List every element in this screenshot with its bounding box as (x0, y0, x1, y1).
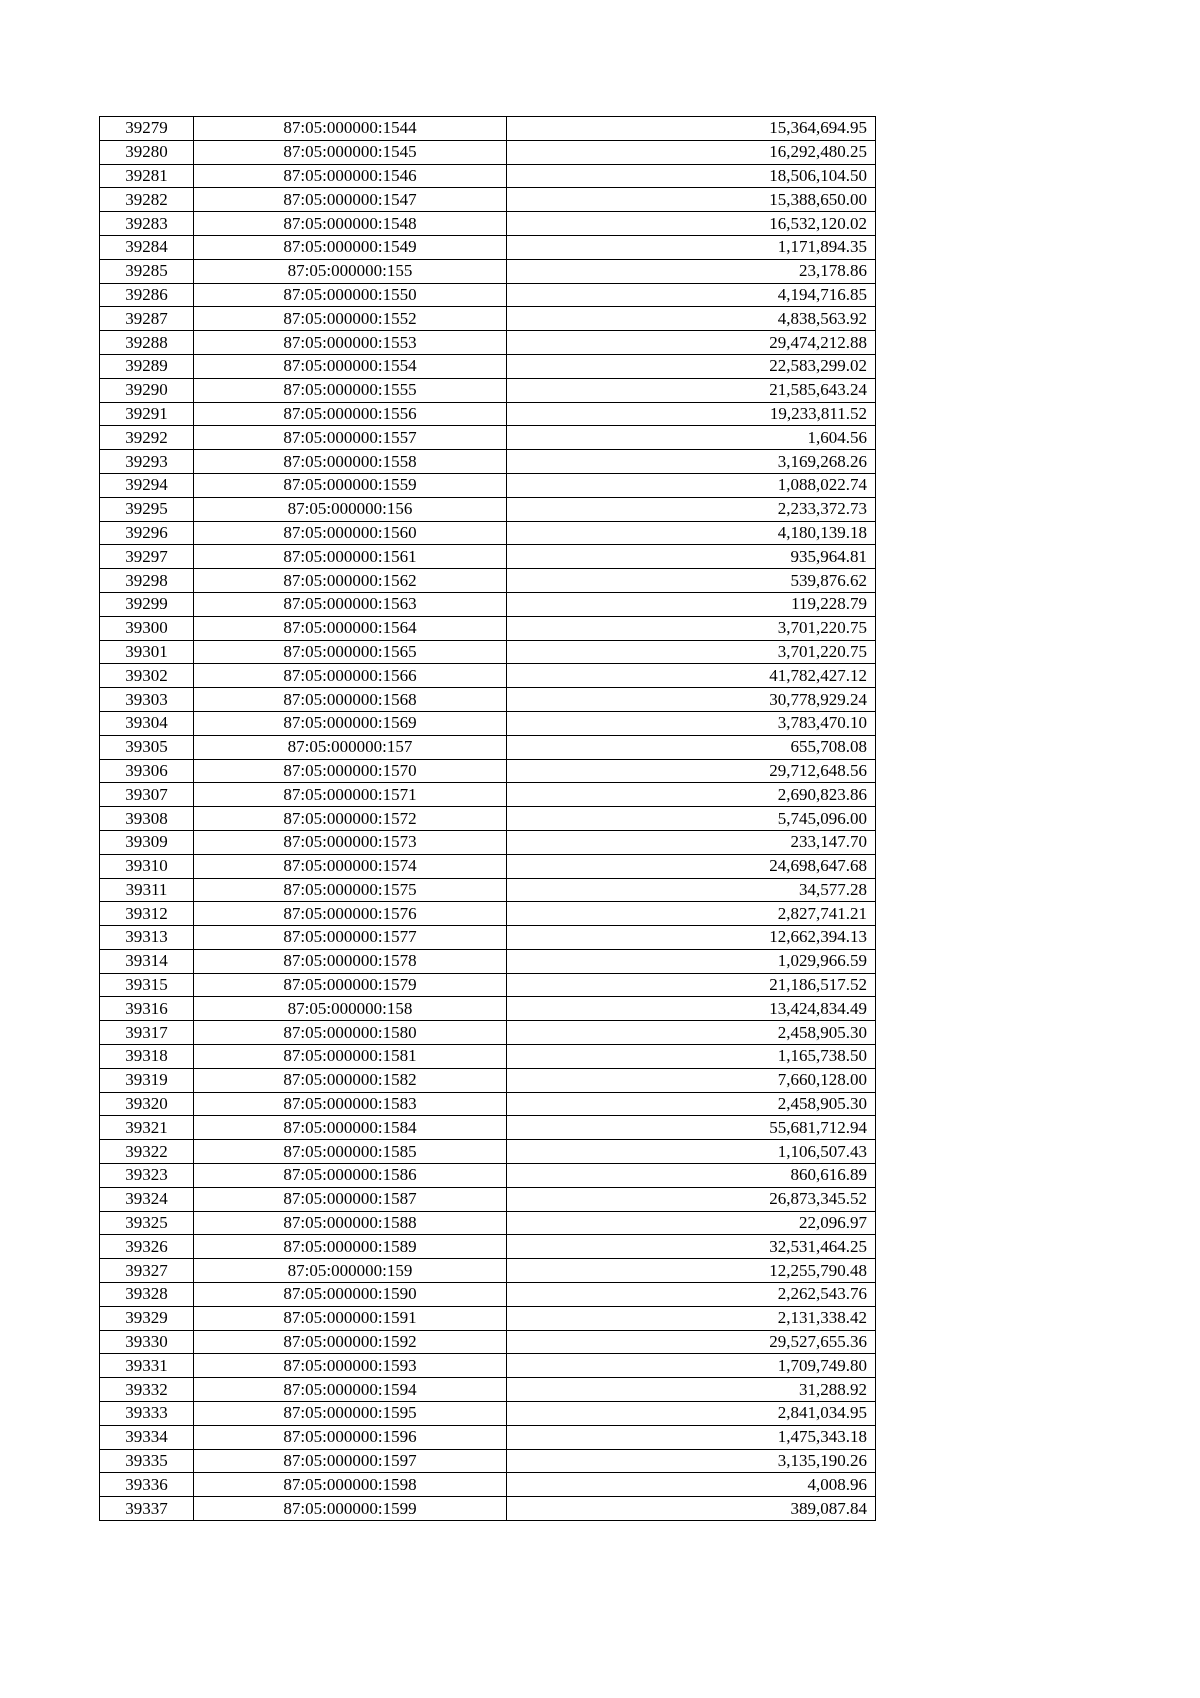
value-cell: 3,135,190.26 (507, 1449, 876, 1473)
table-row (100, 1068, 876, 1092)
row-number-cell: 39298 (100, 569, 194, 593)
table-row (100, 949, 876, 973)
value-cell: 21,585,643.24 (507, 378, 876, 402)
cadastral-number-cell: 87:05:000000:1591 (194, 1306, 507, 1330)
table-row (100, 1045, 876, 1069)
value-cell: 16,532,120.02 (507, 212, 876, 236)
table-row (100, 545, 876, 569)
row-number-cell: 39289 (100, 354, 194, 378)
table-row (100, 807, 876, 831)
table-row (100, 1306, 876, 1330)
row-number-cell: 39281 (100, 164, 194, 188)
value-cell: 2,233,372.73 (507, 497, 876, 521)
row-number-cell: 39318 (100, 1045, 194, 1069)
table-row (100, 1235, 876, 1259)
value-cell: 30,778,929.24 (507, 688, 876, 712)
table-row (100, 616, 876, 640)
table-row (100, 1473, 876, 1497)
cadastral-number-cell: 87:05:000000:1557 (194, 426, 507, 450)
row-number-cell: 39296 (100, 521, 194, 545)
cadastral-number-cell: 87:05:000000:1561 (194, 545, 507, 569)
table-row (100, 664, 876, 688)
cadastral-number-cell: 87:05:000000:1581 (194, 1045, 507, 1069)
value-cell: 23,178.86 (507, 259, 876, 283)
table-row (100, 640, 876, 664)
cadastral-number-cell: 87:05:000000:1580 (194, 1021, 507, 1045)
cadastral-number-cell: 87:05:000000:1545 (194, 140, 507, 164)
row-number-cell: 39324 (100, 1187, 194, 1211)
table-row (100, 235, 876, 259)
row-number-cell: 39286 (100, 283, 194, 307)
row-number-cell: 39329 (100, 1306, 194, 1330)
row-number-cell: 39328 (100, 1283, 194, 1307)
value-cell: 12,662,394.13 (507, 926, 876, 950)
row-number-cell: 39295 (100, 497, 194, 521)
row-number-cell: 39327 (100, 1259, 194, 1283)
row-number-cell: 39292 (100, 426, 194, 450)
value-cell: 16,292,480.25 (507, 140, 876, 164)
row-number-cell: 39336 (100, 1473, 194, 1497)
value-cell: 1,709,749.80 (507, 1354, 876, 1378)
row-number-cell: 39323 (100, 1164, 194, 1188)
value-cell: 18,506,104.50 (507, 164, 876, 188)
table-row (100, 759, 876, 783)
cadastral-number-cell: 87:05:000000:1562 (194, 569, 507, 593)
cadastral-number-cell: 87:05:000000:1592 (194, 1330, 507, 1354)
value-cell: 34,577.28 (507, 878, 876, 902)
cadastral-number-cell: 87:05:000000:1586 (194, 1164, 507, 1188)
table-row (100, 1164, 876, 1188)
table-row (100, 1354, 876, 1378)
table-row (100, 1402, 876, 1426)
value-cell: 2,262,543.76 (507, 1283, 876, 1307)
row-number-cell: 39294 (100, 473, 194, 497)
value-cell: 3,701,220.75 (507, 640, 876, 664)
cadastral-number-cell: 87:05:000000:1585 (194, 1140, 507, 1164)
value-cell: 19,233,811.52 (507, 402, 876, 426)
value-cell: 1,029,966.59 (507, 949, 876, 973)
cadastral-number-cell: 87:05:000000:1593 (194, 1354, 507, 1378)
cadastral-number-cell: 87:05:000000:1578 (194, 949, 507, 973)
table-row (100, 402, 876, 426)
row-number-cell: 39322 (100, 1140, 194, 1164)
row-number-cell: 39326 (100, 1235, 194, 1259)
cadastral-number-cell: 87:05:000000:1583 (194, 1092, 507, 1116)
value-cell: 1,106,507.43 (507, 1140, 876, 1164)
cadastral-number-cell: 87:05:000000:1546 (194, 164, 507, 188)
value-cell: 860,616.89 (507, 1164, 876, 1188)
cadastral-number-cell: 87:05:000000:1584 (194, 1116, 507, 1140)
value-cell: 2,827,741.21 (507, 902, 876, 926)
row-number-cell: 39280 (100, 140, 194, 164)
row-number-cell: 39306 (100, 759, 194, 783)
row-number-cell: 39315 (100, 973, 194, 997)
value-cell: 2,131,338.42 (507, 1306, 876, 1330)
table-row (100, 1021, 876, 1045)
row-number-cell: 39297 (100, 545, 194, 569)
cadastral-number-cell: 87:05:000000:1564 (194, 616, 507, 640)
data-table (99, 116, 876, 1521)
row-number-cell: 39330 (100, 1330, 194, 1354)
table-row (100, 188, 876, 212)
value-cell: 2,458,905.30 (507, 1021, 876, 1045)
row-number-cell: 39320 (100, 1092, 194, 1116)
table-row (100, 902, 876, 926)
table-row (100, 926, 876, 950)
table-row (100, 997, 876, 1021)
value-cell: 4,838,563.92 (507, 307, 876, 331)
cadastral-number-cell: 87:05:000000:1590 (194, 1283, 507, 1307)
table-row (100, 688, 876, 712)
cadastral-number-cell: 87:05:000000:1574 (194, 854, 507, 878)
row-number-cell: 39319 (100, 1068, 194, 1092)
table-row (100, 1497, 876, 1521)
table-row (100, 521, 876, 545)
table-row (100, 164, 876, 188)
table-row (100, 592, 876, 616)
row-number-cell: 39301 (100, 640, 194, 664)
value-cell: 24,698,647.68 (507, 854, 876, 878)
row-number-cell: 39299 (100, 592, 194, 616)
row-number-cell: 39305 (100, 735, 194, 759)
cadastral-number-cell: 87:05:000000:1569 (194, 711, 507, 735)
table-row (100, 569, 876, 593)
cadastral-number-cell: 87:05:000000:155 (194, 259, 507, 283)
row-number-cell: 39282 (100, 188, 194, 212)
table-row (100, 1092, 876, 1116)
row-number-cell: 39311 (100, 878, 194, 902)
value-cell: 655,708.08 (507, 735, 876, 759)
row-number-cell: 39307 (100, 783, 194, 807)
value-cell: 13,424,834.49 (507, 997, 876, 1021)
cadastral-number-cell: 87:05:000000:1572 (194, 807, 507, 831)
row-number-cell: 39304 (100, 711, 194, 735)
table-row (100, 878, 876, 902)
cadastral-number-cell: 87:05:000000:1544 (194, 117, 507, 141)
cadastral-number-cell: 87:05:000000:1575 (194, 878, 507, 902)
value-cell: 4,008.96 (507, 1473, 876, 1497)
cadastral-number-cell: 87:05:000000:1587 (194, 1187, 507, 1211)
table-row (100, 1449, 876, 1473)
value-cell: 1,604.56 (507, 426, 876, 450)
cadastral-number-cell: 87:05:000000:1555 (194, 378, 507, 402)
row-number-cell: 39302 (100, 664, 194, 688)
value-cell: 29,474,212.88 (507, 331, 876, 355)
row-number-cell: 39334 (100, 1425, 194, 1449)
cadastral-number-cell: 87:05:000000:1598 (194, 1473, 507, 1497)
cadastral-number-cell: 87:05:000000:1565 (194, 640, 507, 664)
table-row (100, 473, 876, 497)
table-row (100, 1187, 876, 1211)
cadastral-number-cell: 87:05:000000:1577 (194, 926, 507, 950)
value-cell: 21,186,517.52 (507, 973, 876, 997)
cadastral-number-cell: 87:05:000000:1548 (194, 212, 507, 236)
value-cell: 26,873,345.52 (507, 1187, 876, 1211)
cadastral-number-cell: 87:05:000000:1573 (194, 830, 507, 854)
table-row (100, 1283, 876, 1307)
value-cell: 41,782,427.12 (507, 664, 876, 688)
value-cell: 2,458,905.30 (507, 1092, 876, 1116)
cadastral-number-cell: 87:05:000000:1576 (194, 902, 507, 926)
table-row (100, 117, 876, 141)
table-row (100, 1378, 876, 1402)
table-row (100, 140, 876, 164)
row-number-cell: 39332 (100, 1378, 194, 1402)
cadastral-number-cell: 87:05:000000:1595 (194, 1402, 507, 1426)
value-cell: 4,180,139.18 (507, 521, 876, 545)
cadastral-number-cell: 87:05:000000:1566 (194, 664, 507, 688)
row-number-cell: 39337 (100, 1497, 194, 1521)
table-row (100, 711, 876, 735)
row-number-cell: 39283 (100, 212, 194, 236)
cadastral-number-cell: 87:05:000000:1553 (194, 331, 507, 355)
row-number-cell: 39308 (100, 807, 194, 831)
row-number-cell: 39316 (100, 997, 194, 1021)
value-cell: 29,527,655.36 (507, 1330, 876, 1354)
cadastral-number-cell: 87:05:000000:1552 (194, 307, 507, 331)
cadastral-number-cell: 87:05:000000:1579 (194, 973, 507, 997)
value-cell: 22,096.97 (507, 1211, 876, 1235)
cadastral-number-cell: 87:05:000000:159 (194, 1259, 507, 1283)
cadastral-number-cell: 87:05:000000:157 (194, 735, 507, 759)
table-row (100, 973, 876, 997)
cadastral-number-cell: 87:05:000000:1594 (194, 1378, 507, 1402)
cadastral-number-cell: 87:05:000000:156 (194, 497, 507, 521)
table-row (100, 854, 876, 878)
row-number-cell: 39331 (100, 1354, 194, 1378)
row-number-cell: 39310 (100, 854, 194, 878)
value-cell: 15,364,694.95 (507, 117, 876, 141)
value-cell: 1,088,022.74 (507, 473, 876, 497)
value-cell: 55,681,712.94 (507, 1116, 876, 1140)
cadastral-number-cell: 87:05:000000:1588 (194, 1211, 507, 1235)
table-row (100, 1259, 876, 1283)
table-row (100, 283, 876, 307)
row-number-cell: 39288 (100, 331, 194, 355)
row-number-cell: 39325 (100, 1211, 194, 1235)
value-cell: 22,583,299.02 (507, 354, 876, 378)
table-row (100, 830, 876, 854)
cadastral-number-cell: 87:05:000000:1597 (194, 1449, 507, 1473)
value-cell: 1,475,343.18 (507, 1425, 876, 1449)
table-row (100, 212, 876, 236)
value-cell: 539,876.62 (507, 569, 876, 593)
table-row (100, 378, 876, 402)
row-number-cell: 39321 (100, 1116, 194, 1140)
cadastral-number-cell: 87:05:000000:1558 (194, 450, 507, 474)
row-number-cell: 39300 (100, 616, 194, 640)
table-row (100, 1211, 876, 1235)
value-cell: 1,165,738.50 (507, 1045, 876, 1069)
cadastral-number-cell: 87:05:000000:1571 (194, 783, 507, 807)
cadastral-number-cell: 87:05:000000:1563 (194, 592, 507, 616)
cadastral-number-cell: 87:05:000000:1570 (194, 759, 507, 783)
row-number-cell: 39293 (100, 450, 194, 474)
row-number-cell: 39314 (100, 949, 194, 973)
table-row (100, 1425, 876, 1449)
table-row (100, 331, 876, 355)
row-number-cell: 39335 (100, 1449, 194, 1473)
cadastral-number-cell: 87:05:000000:1560 (194, 521, 507, 545)
value-cell: 3,169,268.26 (507, 450, 876, 474)
value-cell: 31,288.92 (507, 1378, 876, 1402)
row-number-cell: 39317 (100, 1021, 194, 1045)
row-number-cell: 39284 (100, 235, 194, 259)
row-number-cell: 39312 (100, 902, 194, 926)
value-cell: 4,194,716.85 (507, 283, 876, 307)
table-row (100, 783, 876, 807)
value-cell: 389,087.84 (507, 1497, 876, 1521)
table-row (100, 1116, 876, 1140)
row-number-cell: 39290 (100, 378, 194, 402)
value-cell: 29,712,648.56 (507, 759, 876, 783)
row-number-cell: 39279 (100, 117, 194, 141)
cadastral-number-cell: 87:05:000000:1550 (194, 283, 507, 307)
cadastral-number-cell: 87:05:000000:1589 (194, 1235, 507, 1259)
cadastral-number-cell: 87:05:000000:1549 (194, 235, 507, 259)
value-cell: 2,841,034.95 (507, 1402, 876, 1426)
table-row (100, 426, 876, 450)
table-row (100, 450, 876, 474)
table-row (100, 1330, 876, 1354)
table-row (100, 307, 876, 331)
value-cell: 233,147.70 (507, 830, 876, 854)
cadastral-number-cell: 87:05:000000:1554 (194, 354, 507, 378)
cadastral-number-cell: 87:05:000000:1547 (194, 188, 507, 212)
cadastral-number-cell: 87:05:000000:158 (194, 997, 507, 1021)
row-number-cell: 39303 (100, 688, 194, 712)
value-cell: 119,228.79 (507, 592, 876, 616)
value-cell: 3,701,220.75 (507, 616, 876, 640)
value-cell: 32,531,464.25 (507, 1235, 876, 1259)
cadastral-number-cell: 87:05:000000:1559 (194, 473, 507, 497)
cadastral-number-cell: 87:05:000000:1582 (194, 1068, 507, 1092)
row-number-cell: 39285 (100, 259, 194, 283)
value-cell: 7,660,128.00 (507, 1068, 876, 1092)
row-number-cell: 39291 (100, 402, 194, 426)
value-cell: 935,964.81 (507, 545, 876, 569)
row-number-cell: 39309 (100, 830, 194, 854)
cadastral-number-cell: 87:05:000000:1556 (194, 402, 507, 426)
table-body (100, 117, 876, 1521)
value-cell: 3,783,470.10 (507, 711, 876, 735)
cadastral-number-cell: 87:05:000000:1596 (194, 1425, 507, 1449)
value-cell: 5,745,096.00 (507, 807, 876, 831)
cadastral-number-cell: 87:05:000000:1599 (194, 1497, 507, 1521)
table-row (100, 354, 876, 378)
table-row (100, 497, 876, 521)
value-cell: 15,388,650.00 (507, 188, 876, 212)
table-row (100, 259, 876, 283)
value-cell: 2,690,823.86 (507, 783, 876, 807)
row-number-cell: 39287 (100, 307, 194, 331)
row-number-cell: 39313 (100, 926, 194, 950)
value-cell: 12,255,790.48 (507, 1259, 876, 1283)
row-number-cell: 39333 (100, 1402, 194, 1426)
value-cell: 1,171,894.35 (507, 235, 876, 259)
table-row (100, 1140, 876, 1164)
cadastral-number-cell: 87:05:000000:1568 (194, 688, 507, 712)
table-row (100, 735, 876, 759)
